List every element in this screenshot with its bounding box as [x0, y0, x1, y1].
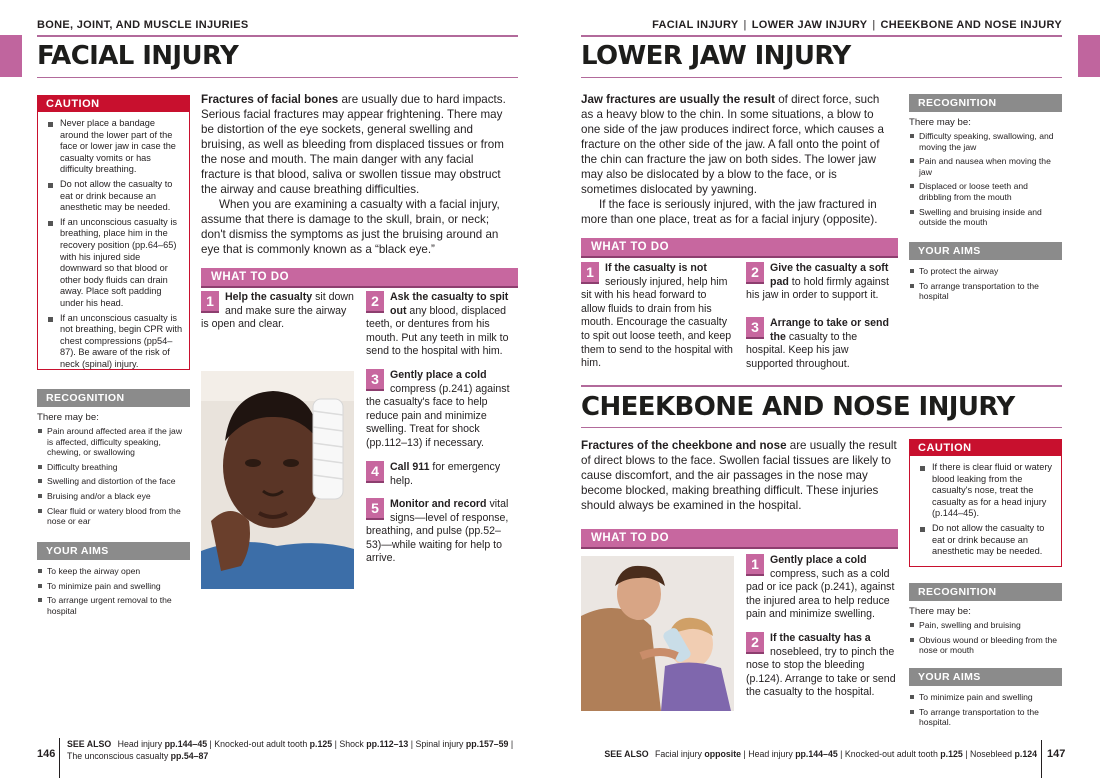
title-underrule-right: [581, 77, 1062, 78]
title-underrule-left: [37, 77, 518, 78]
see-also-divider-left: [59, 738, 60, 778]
recognition-heading: RECOGNITION: [909, 583, 1062, 601]
title-underrule-cheekbone: [581, 427, 1062, 428]
aims-box-jaw: [909, 242, 1062, 306]
step-text: compress (p.241) against the casualty's face to help reduce pain and minimize swelling. Treat for shock (pp.112–13) if necessary.: [366, 382, 510, 449]
caution-item: If there is clear fluid or watery blood leaking from the casualty's nose, treat the casualty as for a head injury (p.144–45).: [918, 462, 1055, 520]
step-lead: If the casualty is not: [605, 262, 707, 274]
page-number-left: 146: [37, 748, 56, 760]
recognition-list: [909, 131, 1062, 228]
jaw-intro-lead: Jaw fractures are usually the result: [581, 93, 775, 106]
aims-heading: YOUR AIMS: [37, 542, 190, 560]
mother-child-image: [581, 556, 734, 711]
step-text: for emergency help.: [390, 461, 501, 487]
recognition-box-jaw: [909, 94, 1062, 232]
aims-item: To protect the airway: [909, 266, 1062, 277]
cheek-intro-p1: [581, 438, 897, 513]
title-rule-left: [37, 35, 518, 37]
step-text: seriously injured, help him sit with his head forward to allow fluids to drain from his mouth. Encourage the casualty to spit out loose teeth, and keep them to send to the hospital with him.: [581, 275, 733, 370]
see-also-right: SEE ALSO Facial injury opposite | Head injury pp.144–45 | Knocked-out adult tooth p.125 | Nosebleed p.124: [604, 749, 1037, 759]
what-to-do-heading-jaw: WHAT TO DO: [581, 238, 898, 258]
step-lead: Monitor and record: [390, 498, 487, 510]
aims-list: [909, 266, 1062, 302]
step-number: 2: [746, 262, 764, 284]
aims-item: To minimize pain and swelling: [37, 581, 190, 592]
caution-item: Do not allow the casualty to eat or drink because an anesthetic may be needed.: [46, 179, 183, 214]
caution-heading: CAUTION: [910, 440, 1061, 456]
jaw-intro-p1: [581, 92, 893, 197]
step-number: 3: [746, 317, 764, 339]
jaw-step-1: [581, 262, 733, 371]
recognition-intro: There may be:: [909, 606, 971, 617]
step-number: 1: [201, 291, 219, 313]
step-lead: Help the casualty: [225, 291, 313, 303]
facial-intro-p2: When you are examining a casualty with a facial injury, assume that there is damage to the skull, brain, or neck; don't dismiss the symptoms as just the bruising around an eye that is commonly known as a “black eye.”: [201, 198, 500, 256]
caution-item: If an unconscious casualty is breathing, place him in the recovery position (pp.64–65) with his injured side downward so that blood or other body fluids can drain away. Place soft padding under his head.: [46, 217, 183, 310]
see-also-ref: Head injury pp.144–45: [748, 749, 838, 759]
step-number: 5: [366, 498, 384, 520]
see-also-ref: Knocked-out adult tooth p.125: [214, 739, 333, 749]
see-also-line-1: SEE ALSO Head injury pp.144–45 | Knocked-out adult tooth p.125 | Shock pp.112–13 | Spinal injury pp.157–59 |: [67, 739, 514, 749]
jaw-intro-body: of direct force, such as a heavy blow to the chin. In some situations, a blow to one side of the jaw produces indirect force, which causes a fracture on the other side of the jaw. A fall onto the point of the chin can fracture the jaw on both sides. The lower jaw may also be dislocated by a blow to the face, or is sometimes dislocated by yawning.: [581, 93, 884, 196]
step-text: vital signs—level of response, breathing, and pulse (pp.52–53)—while waiting for help to arrive.: [366, 498, 509, 565]
see-also-ref: Facial injury opposite: [655, 749, 742, 759]
see-also-ref: Nosebleed p.124: [969, 749, 1037, 759]
see-also-divider-right: [1041, 740, 1042, 778]
facial-intro-p1: [201, 92, 513, 197]
jaw-intro-p2: If the face is seriously injured, with the jaw fractured in more than one place, treat as for a facial injury (opposite).: [581, 198, 878, 226]
step-text: casualty to the hospital. Keep his jaw supported throughout.: [746, 330, 858, 370]
what-to-do-heading-cheek: WHAT TO DO: [581, 529, 898, 549]
jaw-intro-text: [581, 92, 893, 227]
left-thumb-tab: [0, 35, 22, 77]
aims-box-cheek: [909, 668, 1062, 732]
step-text: compress, such as a cold pad or ice pack (p.241), against the injured area to help reduce pain and minimize swelling.: [746, 567, 895, 621]
aims-list: [37, 566, 190, 616]
cheek-intro-text: [581, 438, 897, 513]
caution-item: If an unconscious casualty is not breathing, begin CPR with chest compressions (pp54–87). Be aware of the risk of neck (spinal) injury.: [46, 313, 183, 371]
step-number: 4: [366, 461, 384, 483]
step-lead: Arrange to take or send the: [770, 317, 889, 343]
photo-mother-child-cold-pack: [581, 556, 734, 711]
aims-box-facial: [37, 542, 190, 620]
running-head-right: FACIAL INJURY | LOWER JAW INJURY | CHEEKBONE AND NOSE INJURY: [652, 19, 1062, 31]
cheek-intro-body: are usually the result of direct blows to the face. Swollen facial tissues are likely to cause discomfort, and the air passages in the nose may become blocked, making breathing difficult. These injuries should always be examined in the hospital.: [581, 439, 897, 512]
see-also-ref: The unconscious casualty pp.54–87: [67, 751, 209, 761]
title-rule-right: [581, 35, 1062, 37]
see-also-ref: Head injury pp.144–45: [117, 739, 208, 749]
recognition-heading: RECOGNITION: [909, 94, 1062, 112]
facial-step-3: [366, 369, 516, 451]
recognition-item: Swelling and distortion of the face: [37, 476, 190, 487]
see-also-ref: Knocked-out adult tooth p.125: [844, 749, 963, 759]
aims-item: To arrange urgent removal to the hospital: [37, 595, 190, 616]
aims-heading: YOUR AIMS: [909, 668, 1062, 686]
recognition-list: [37, 426, 190, 527]
recognition-item: Bruising and/or a black eye: [37, 491, 190, 502]
jaw-step-3: [746, 317, 898, 371]
running-head-item: LOWER JAW INJURY: [751, 19, 868, 31]
facial-step-4: [366, 461, 516, 488]
page-title-cheekbone: CHEEKBONE AND NOSE INJURY: [581, 392, 1015, 422]
recognition-item: Displaced or loose teeth and dribbling from the mouth: [909, 181, 1062, 202]
aims-item: To arrange transportation to the hospital.: [909, 707, 1062, 728]
step-number: 2: [366, 291, 384, 313]
step-lead: Ask the casualty to spit out: [390, 291, 509, 317]
recognition-item: Clear fluid or watery blood from the nose or ear: [37, 506, 190, 527]
aims-list: [909, 692, 1062, 728]
recognition-item: Difficulty breathing: [37, 462, 190, 473]
title-rule-cheekbone: [581, 385, 1062, 387]
recognition-item: Pain, swelling and bruising: [909, 620, 1062, 631]
step-text: nosebleed, try to pinch the nose to stop the bleeding (p.124). Arrange to take or send the casualty to the hospital.: [746, 645, 896, 699]
step-lead: Give the casualty a soft pad: [770, 262, 889, 288]
facial-step-5: [366, 498, 516, 566]
right-thumb-tab: [1078, 35, 1100, 77]
see-also-label: SEE ALSO: [604, 749, 649, 759]
step-lead: Gently place a cold: [770, 554, 867, 566]
caution-list: [38, 112, 189, 377]
facial-step-2: [366, 291, 516, 359]
recognition-item: Obvious wound or bleeding from the nose or mouth: [909, 635, 1062, 656]
running-head-item: CHEEKBONE AND NOSE INJURY: [880, 19, 1062, 31]
caution-item: Do not allow the casualty to eat or drink because an anesthetic may be needed.: [918, 523, 1055, 558]
recognition-list: [909, 620, 1062, 656]
step-number: 2: [746, 632, 764, 654]
aims-item: To arrange transportation to the hospital: [909, 281, 1062, 302]
recognition-intro: There may be:: [909, 117, 971, 128]
step-text: any blood, displaced teeth, or dentures from his mouth. Put any teeth in milk to send to the hospital with him.: [366, 304, 509, 358]
caution-box-facial: [37, 95, 190, 370]
page-title-facial-injury: FACIAL INJURY: [37, 41, 239, 71]
aims-item: To minimize pain and swelling: [909, 692, 1062, 703]
cheek-step-1: [746, 554, 896, 622]
step-number: 3: [366, 369, 384, 391]
see-also-ref: Spinal injury pp.157–59: [415, 739, 509, 749]
caution-item: Never place a bandage around the lower part of the face or lower jaw in case the casualty vomits or has difficulty breathing.: [46, 118, 183, 176]
caution-heading: CAUTION: [38, 96, 189, 112]
facial-step-1: [201, 291, 354, 332]
caution-list: [910, 456, 1061, 565]
cheek-step-2: [746, 632, 896, 700]
page-title-lower-jaw: LOWER JAW INJURY: [581, 41, 851, 71]
see-also-left: [67, 738, 517, 762]
recognition-item: Swelling and bruising inside and outside the mouth: [909, 207, 1062, 228]
see-also-label: SEE ALSO: [67, 739, 112, 749]
jaw-step-2: [746, 262, 898, 303]
aims-item: To keep the airway open: [37, 566, 190, 577]
recognition-item: Pain around affected area if the jaw is affected, difficulty speaking, chewing, or swallowing: [37, 426, 190, 458]
recognition-heading: RECOGNITION: [37, 389, 190, 407]
photo-man-cold-compress: [201, 371, 354, 589]
recognition-intro: There may be:: [37, 412, 99, 423]
facial-intro-lead: Fractures of facial bones: [201, 93, 339, 106]
step-number: 1: [746, 554, 764, 576]
cheek-intro-lead: Fractures of the cheekbone and nose: [581, 439, 787, 452]
what-to-do-heading-facial: WHAT TO DO: [201, 268, 518, 288]
step-number: 1: [581, 262, 599, 284]
step-lead: If the casualty has a: [770, 632, 871, 644]
page-number-right: 147: [1047, 748, 1066, 760]
step-text: to hold firmly against his jaw in order to support it.: [746, 275, 889, 302]
caution-box-cheek: [909, 439, 1062, 567]
see-also-line-2: [67, 750, 517, 762]
step-text: sit down and make sure the airway is open and clear.: [201, 291, 354, 331]
facial-intro-text: [201, 92, 513, 257]
step-lead: Call 911: [390, 461, 430, 473]
man-with-compress-image: [201, 371, 354, 589]
step-lead: Gently place a cold: [390, 369, 487, 381]
recognition-box-facial: [37, 389, 190, 531]
aims-heading: YOUR AIMS: [909, 242, 1062, 260]
recognition-item: Difficulty speaking, swallowing, and moving the jaw: [909, 131, 1062, 152]
running-head-left: BONE, JOINT, AND MUSCLE INJURIES: [37, 19, 249, 31]
running-head-item: FACIAL INJURY: [652, 19, 739, 31]
recognition-box-cheek: [909, 583, 1062, 660]
see-also-ref: Shock pp.112–13: [339, 739, 409, 749]
recognition-item: Pain and nausea when moving the jaw: [909, 156, 1062, 177]
facial-intro-body: are usually due to hard impacts. Serious facial fractures may appear frightening. There may be distortion of the eye sockets, general swelling and bruising, as well as bleeding from displaced tissues or from the nose and mouth. The main danger with any facial fracture is that blood, saliva or swollen tissue may obstruct the airway and cause breathing difficulties.: [201, 93, 506, 196]
